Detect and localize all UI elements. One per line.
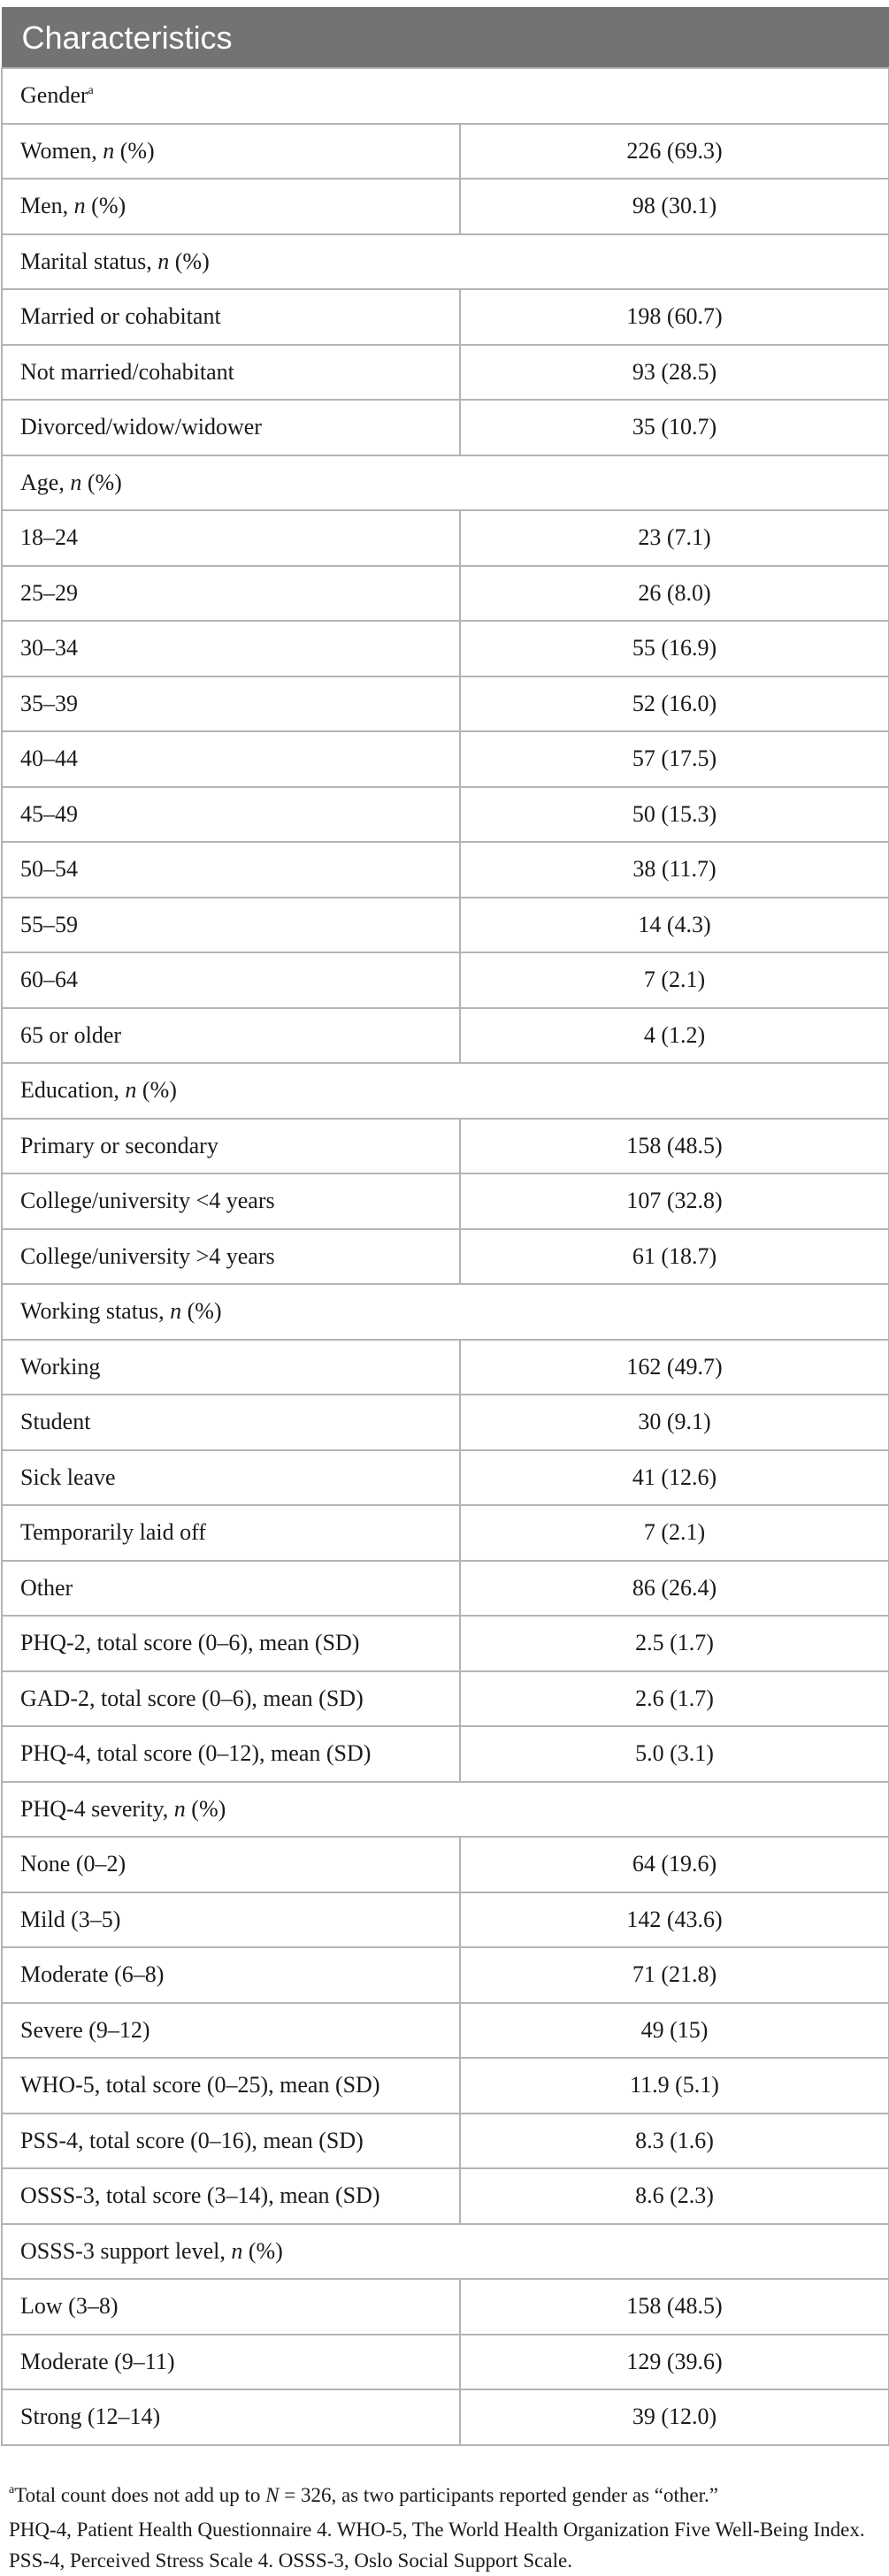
table-row [2,1561,889,1617]
table-row [2,1229,889,1285]
table-row [2,1947,889,2003]
table-row [2,124,889,180]
characteristics-table [1,7,889,2446]
row-value: 98 (30.1) [460,179,889,234]
table-body [2,68,889,2445]
row-value: 30 (9.1) [460,1395,889,1450]
row-label: 18–24 [2,510,460,566]
row-value: 129 (39.6) [460,2335,889,2390]
table-row [2,2114,889,2169]
section-row [2,1284,889,1340]
section-label: OSSS-3 support level, n (%) [2,2224,889,2280]
row-value: 11.9 (5.1) [460,2058,889,2114]
table-row [2,952,889,1008]
section-label: Working status, n (%) [2,1284,889,1340]
table-row [2,179,889,234]
table-row [2,621,889,676]
table-row [2,400,889,455]
row-value: 8.3 (1.6) [460,2114,889,2169]
row-value: 23 (7.1) [460,510,889,566]
row-value: 5.0 (3.1) [460,1726,889,1782]
row-value: 49 (15) [460,2003,889,2059]
row-label: Mild (3–5) [2,1892,460,1948]
section-row [2,2224,889,2280]
section-row [2,234,889,290]
table-row [2,1892,889,1948]
footnote-a-text: Total count does not add up to N = 326, as two participants reported gender as “other.” [14,2483,718,2506]
section-label: Education, n (%) [2,1063,889,1119]
table-row [2,2003,889,2059]
row-label: Divorced/widow/widower [2,400,460,455]
row-label: PHQ-2, total score (0–6), mean (SD) [2,1616,460,1671]
row-value: 71 (21.8) [460,1947,889,2003]
table-row [2,1505,889,1561]
row-value: 7 (2.1) [460,952,889,1008]
table-row [2,1726,889,1782]
footnote-abbreviations: PHQ-4, Patient Health Questionnaire 4. WHO-5, The World Health Organization Five Well-Being Index. PSS-4, Perceived Stress Scale 4. OSSS-3, Oslo Social Support Scale. [9,2518,865,2572]
row-value: 8.6 (2.3) [460,2168,889,2224]
row-label: 60–64 [2,952,460,1008]
table-row [2,510,889,566]
table-footnotes [0,2480,889,2576]
row-label: Strong (12–14) [2,2389,460,2445]
table-row [2,2058,889,2114]
row-label: Severe (9–12) [2,2003,460,2059]
row-value: 55 (16.9) [460,621,889,676]
row-value: 38 (11.7) [460,842,889,898]
row-label: PHQ-4, total score (0–12), mean (SD) [2,1726,460,1782]
row-value: 2.6 (1.7) [460,1671,889,1727]
row-label: 40–44 [2,731,460,787]
table-row [2,1837,889,1892]
row-label: 35–39 [2,676,460,732]
row-label: 25–29 [2,566,460,622]
section-row [2,68,889,124]
section-label: Age, n (%) [2,455,889,511]
footnote-marker: a [88,84,94,98]
row-value: 158 (48.5) [460,2279,889,2335]
row-label: 30–34 [2,621,460,676]
row-value: 86 (26.4) [460,1561,889,1617]
row-value: 7 (2.1) [460,1505,889,1561]
row-label: None (0–2) [2,1837,460,1892]
table-row [2,1340,889,1395]
table-row [2,2279,889,2335]
section-label: Gender$^a$ [2,68,889,124]
table-row [2,289,889,345]
table-header-row [2,8,889,69]
table-row [2,1008,889,1064]
row-label: OSSS-3, total score (3–14), mean (SD) [2,2168,460,2224]
row-label: GAD-2, total score (0–6), mean (SD) [2,1671,460,1727]
section-row [2,455,889,511]
row-value: 142 (43.6) [460,1892,889,1948]
row-value: 52 (16.0) [460,676,889,732]
row-value: 158 (48.5) [460,1119,889,1174]
table-row [2,2168,889,2224]
row-label: Low (3–8) [2,2279,460,2335]
row-value: 35 (10.7) [460,400,889,455]
table-row [2,2335,889,2390]
section-label: PHQ-4 severity, n (%) [2,1782,889,1838]
row-label: Men, n (%) [2,179,460,234]
row-label: 55–59 [2,898,460,953]
table-row [2,1119,889,1174]
table-row [2,731,889,787]
row-label: Moderate (9–11) [2,2335,460,2390]
row-label: 50–54 [2,842,460,898]
row-value: 4 (1.2) [460,1008,889,1064]
row-value: 2.5 (1.7) [460,1616,889,1671]
row-label: Student [2,1395,460,1450]
row-value: 226 (69.3) [460,124,889,180]
table-row [2,2389,889,2445]
row-value: 162 (49.7) [460,1340,889,1395]
row-value: 50 (15.3) [460,787,889,843]
row-label: 45–49 [2,787,460,843]
row-value: 39 (12.0) [460,2389,889,2445]
table-row [2,1173,889,1229]
row-label: Working [2,1340,460,1395]
row-value: 93 (28.5) [460,345,889,401]
row-value: 198 (60.7) [460,289,889,345]
row-value: 26 (8.0) [460,566,889,622]
table-header-title: Characteristics [2,8,889,69]
table-row [2,676,889,732]
row-value: 64 (19.6) [460,1837,889,1892]
row-value: 107 (32.8) [460,1173,889,1229]
section-label: Marital status, n (%) [2,234,889,290]
row-value: 14 (4.3) [460,898,889,953]
table-row [2,1450,889,1506]
row-label: Married or cohabitant [2,289,460,345]
row-label: Primary or secondary [2,1119,460,1174]
row-label: College/university >4 years [2,1229,460,1285]
footnote-a [9,2480,880,2511]
table-row [2,898,889,953]
table-row [2,1616,889,1671]
footnote-a-mark: a [9,2482,15,2496]
table-row [2,787,889,843]
row-label: Sick leave [2,1450,460,1506]
row-label: Not married/cohabitant [2,345,460,401]
row-label: Temporarily laid off [2,1505,460,1561]
table-row [2,566,889,622]
row-label: WHO-5, total score (0–25), mean (SD) [2,2058,460,2114]
section-row [2,1782,889,1838]
section-row [2,1063,889,1119]
table-row [2,345,889,401]
row-label: PSS-4, total score (0–16), mean (SD) [2,2114,460,2169]
row-label: College/university <4 years [2,1173,460,1229]
table-row [2,1671,889,1727]
table-row [2,1395,889,1450]
row-label: Moderate (6–8) [2,1947,460,2003]
row-label: 65 or older [2,1008,460,1064]
table-row [2,842,889,898]
row-value: 41 (12.6) [460,1450,889,1506]
row-value: 57 (17.5) [460,731,889,787]
row-value: 61 (18.7) [460,1229,889,1285]
row-label: Other [2,1561,460,1617]
row-label: Women, n (%) [2,124,460,180]
